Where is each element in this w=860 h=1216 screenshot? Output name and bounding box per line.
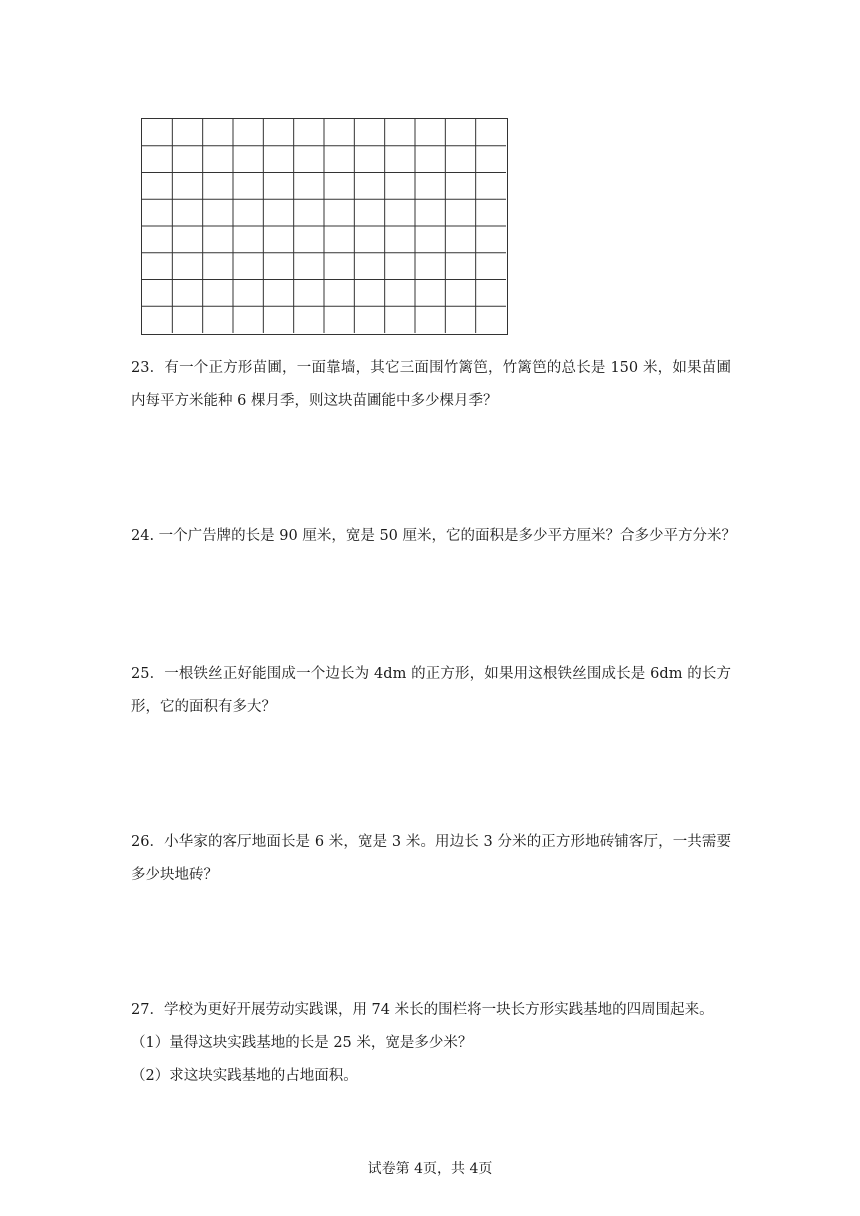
question-26-line-1: 26．小华家的客厅地面长是 6 米，宽是 3 米。用边长 3 分米的正方形地砖铺客厅，一共需要 — [131, 834, 731, 850]
page-footer: 试卷第 4页，共 4页 — [367, 1161, 493, 1177]
question-25 — [131, 658, 731, 724]
question-24-line-1: 24. 一个广告牌的长是 90 厘米，宽是 50 厘米，它的面积是多少平方厘米？合多少平方分米？ — [131, 528, 737, 544]
question-24 — [131, 520, 737, 553]
question-23-line-1: 23．有一个正方形苗圃，一面靠墙，其它三面围竹篱笆，竹篱笆的总长是 150 米，如果苗圃 — [131, 360, 731, 376]
question-23 — [131, 352, 731, 418]
answer-grid — [141, 118, 508, 335]
question-27-line-1: 27．学校为更好开展劳动实践课，用 74 米长的围栏将一块长方形实践基地的四周围起来。 — [131, 1002, 714, 1018]
grid-lines — [142, 119, 506, 333]
question-27-sub-2: （2）求这块实践基地的占地面积。 — [131, 1068, 358, 1084]
question-23-line-2: 内每平方米能种 6 棵月季，则这块苗圃能中多少棵月季？ — [131, 393, 498, 409]
question-25-line-1: 25．一根铁丝正好能围成一个边长为 4dm 的正方形，如果用这根铁丝围成长是 6dm 的长方 — [131, 666, 731, 682]
question-26-line-2: 多少块地砖？ — [131, 867, 218, 883]
question-27 — [131, 994, 731, 1093]
question-27-sub-1: （1）量得这块实践基地的长是 25 米，宽是多少米？ — [131, 1035, 473, 1051]
question-26 — [131, 826, 731, 892]
question-25-line-2: 形，它的面积有多大？ — [131, 699, 276, 715]
